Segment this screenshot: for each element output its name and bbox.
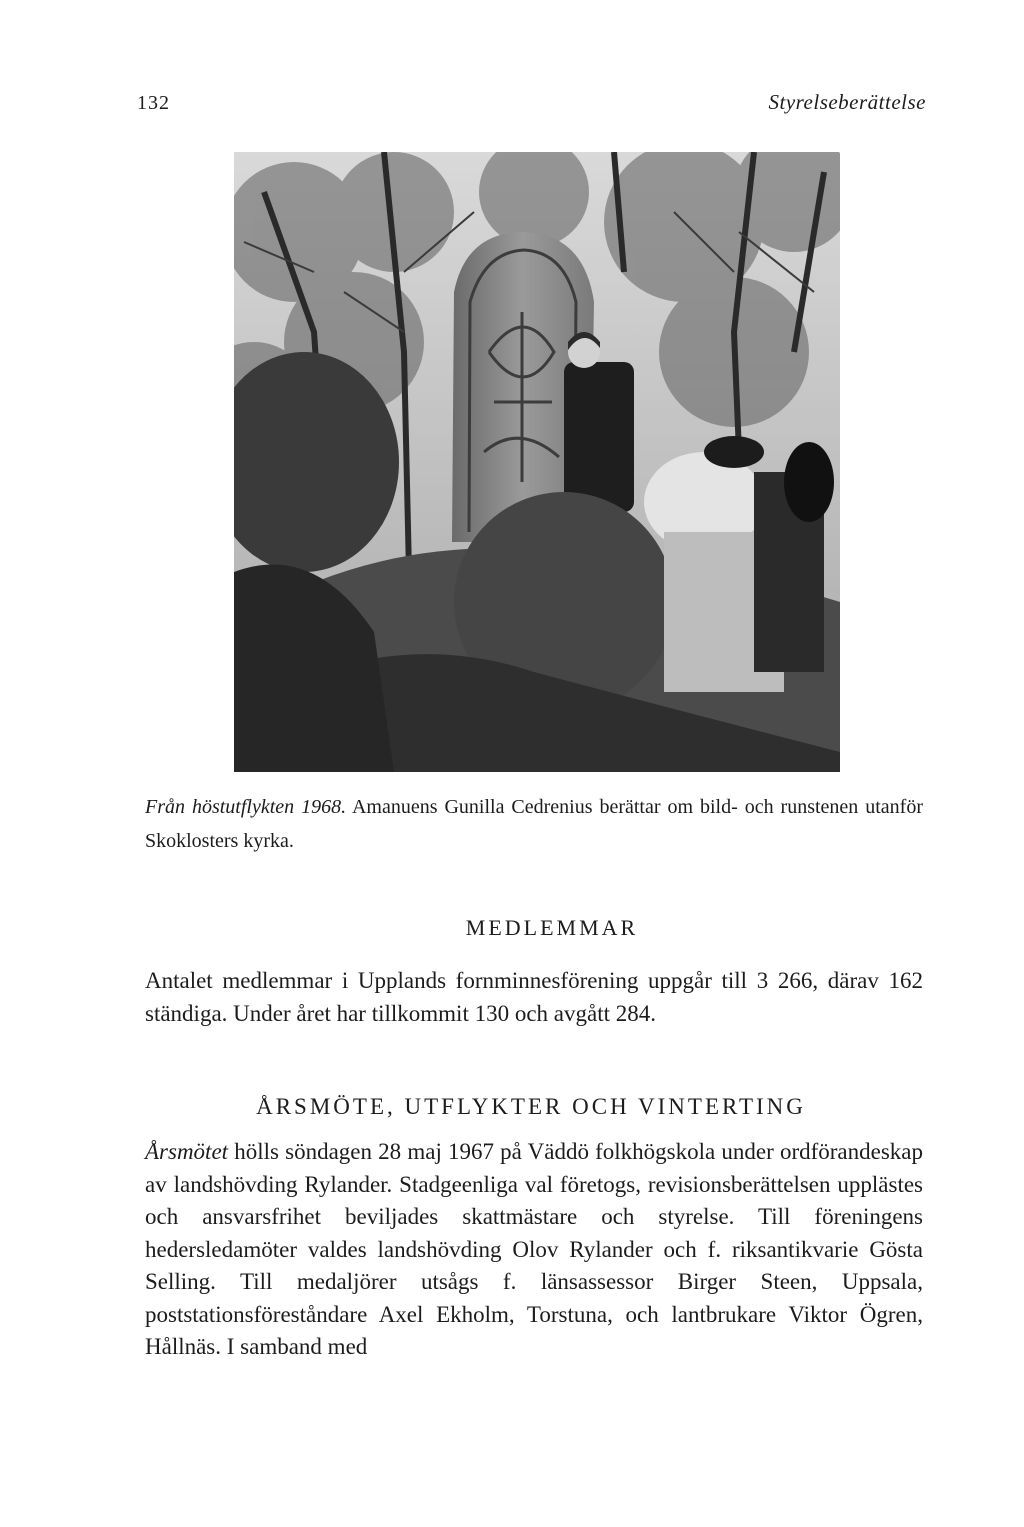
paragraph-lead: Årsmötet — [145, 1139, 229, 1164]
section-heading-annual-meeting: ÅRSMÖTE, UTFLYKTER OCH VINTERTING — [256, 1094, 806, 1119]
page-number: 132 — [137, 92, 170, 114]
annual-meeting-paragraph — [145, 1136, 923, 1364]
photo-illustration — [234, 152, 840, 772]
photo-caption — [145, 790, 923, 858]
running-title: Styrelseberättelse — [768, 90, 926, 114]
paragraph-text: hölls söndagen 28 maj 1967 på Väddö folkhögskola under ordförandeskap av landshövding Rylander. Stadgeenliga val företogs, revisionsberättelsen upplästes och ansvarsfrihet beviljades skattmästare och styrelse. Till föreningens hedersledamöter valdes landshövding Olov Rylander och f. riksantikvarie Gösta Selling. Till medaljörer utsågs f. länsassessor Birger Steen, Uppsala, poststationsföreståndare Axel Ekholm, Torstuna, och lantbrukare Viktor Ögren, Hållnäs. I samband med — [145, 1139, 923, 1359]
caption-lead: Från höstutflykten 1968. — [145, 796, 347, 818]
members-paragraph: Antalet medlemmar i Upplands fornminnesförening uppgår till 3 266, därav 162 ständiga. Under året har tillkommit 130 och avgått 284. — [145, 968, 923, 1026]
caption-text: Amanuens Gunilla Cedrenius berättar om bild- och runstenen utanför Skoklosters kyrka. — [145, 796, 923, 852]
section-heading-members: MEDLEMMAR — [465, 915, 639, 940]
runestone-photo — [234, 152, 840, 772]
